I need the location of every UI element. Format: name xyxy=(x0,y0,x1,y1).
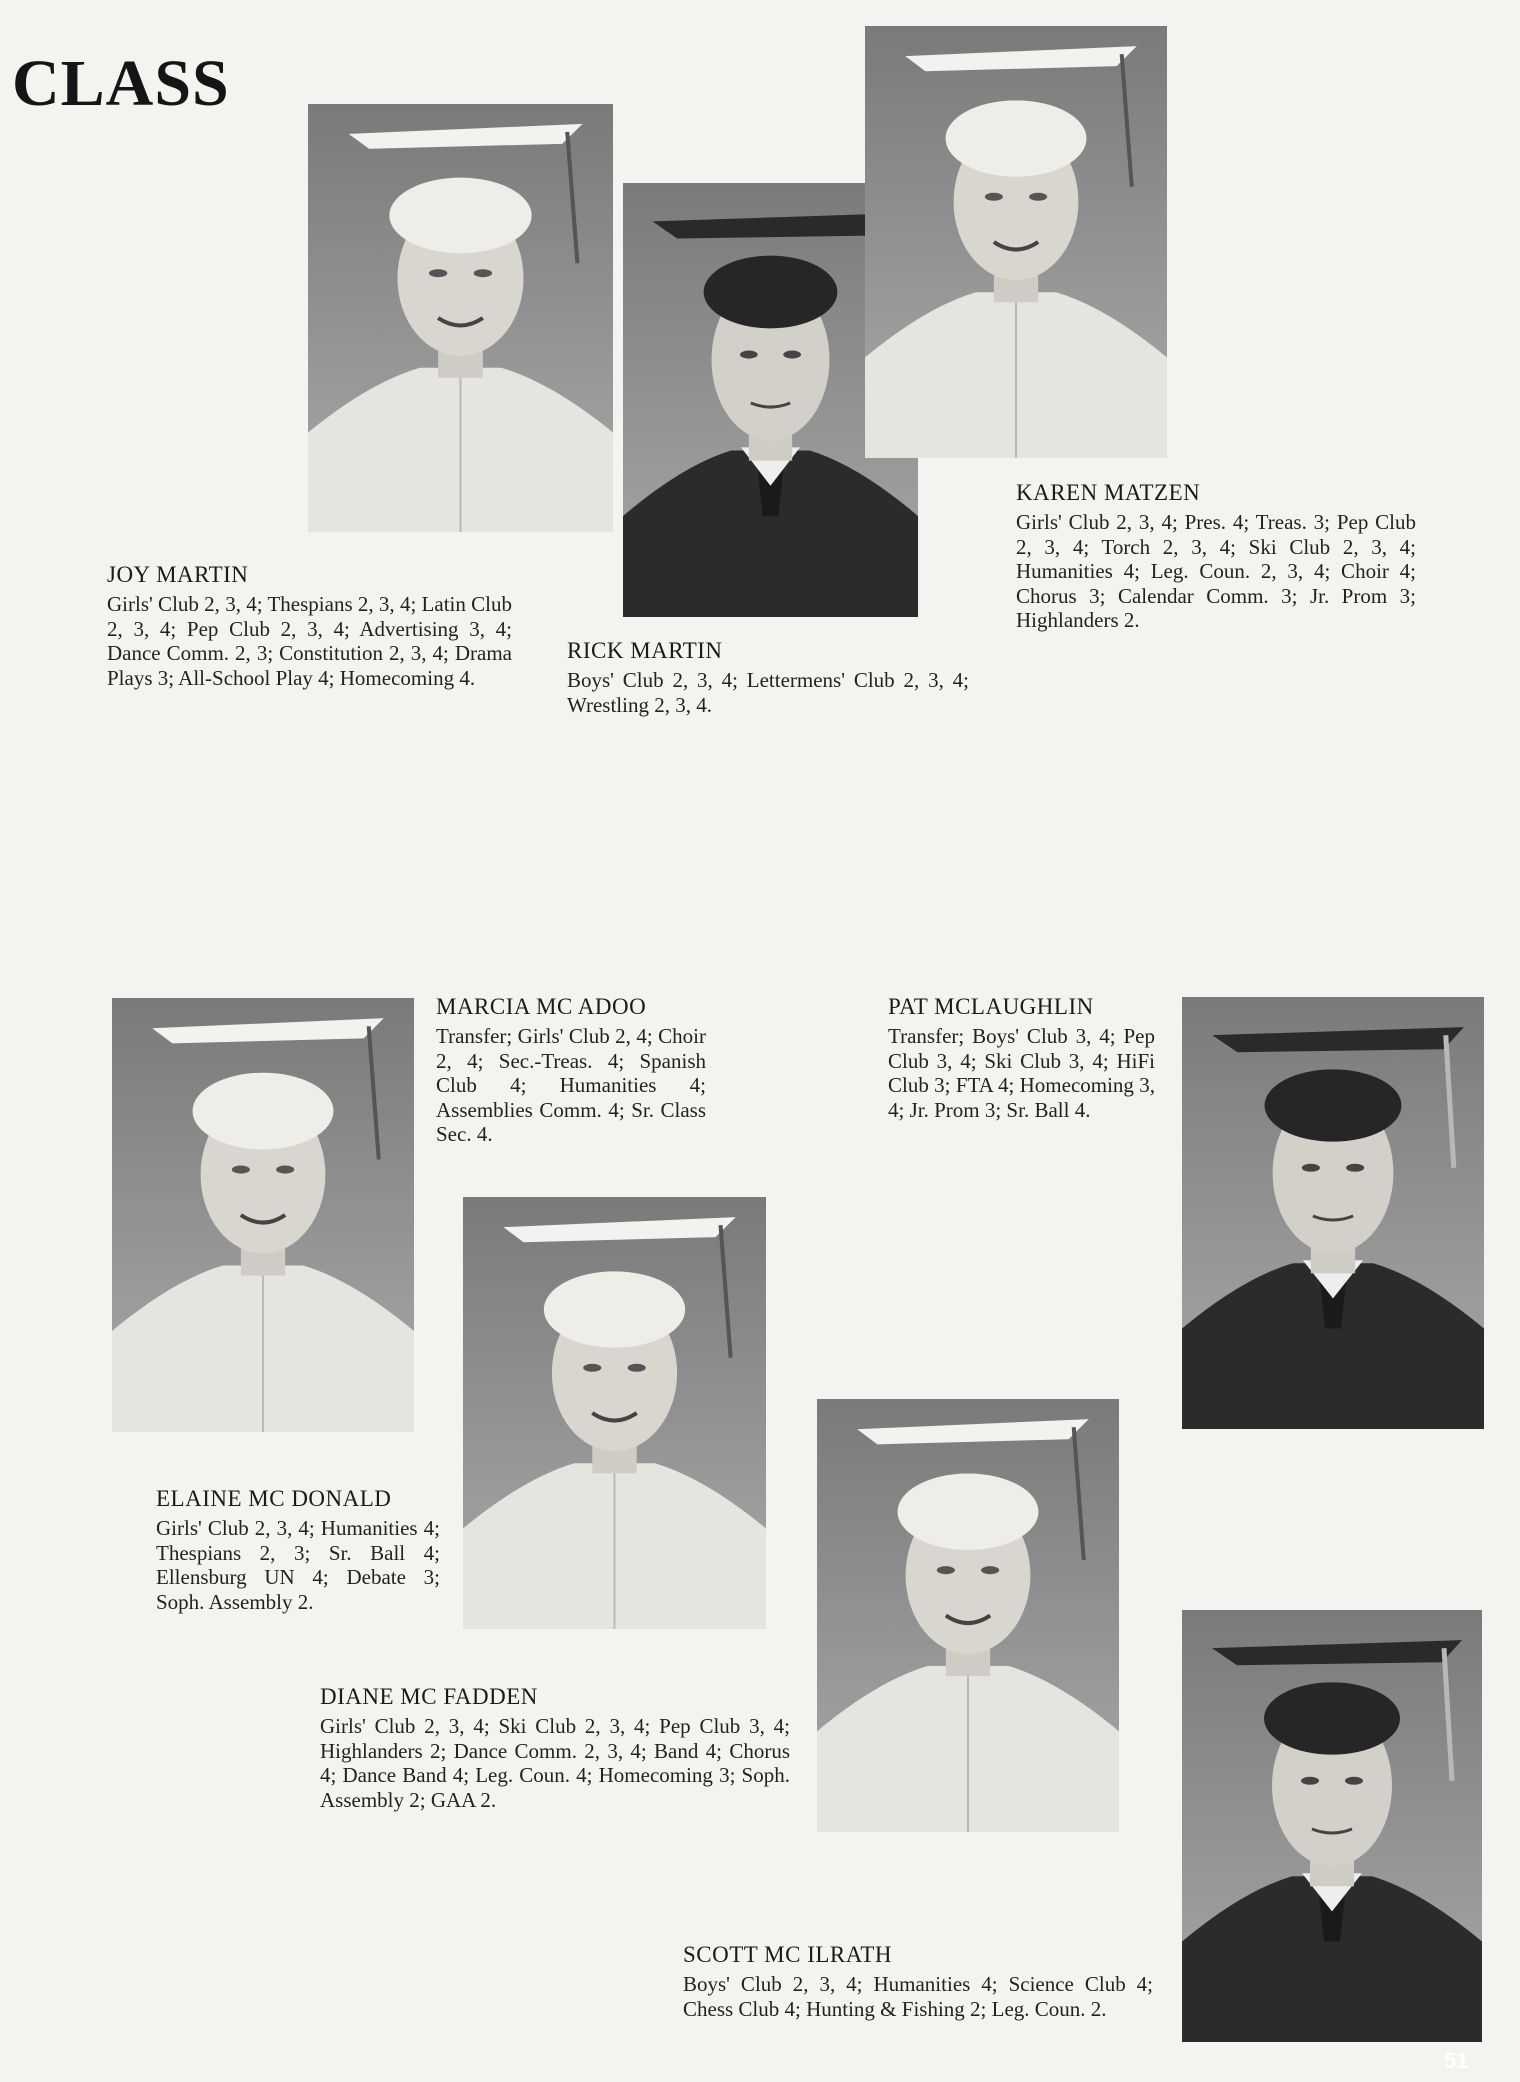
portrait-pat-mclaughlin xyxy=(1182,997,1484,1429)
bio-scott-mc-ilrath xyxy=(683,1942,1153,2021)
student-name: ELAINE MC DONALD xyxy=(156,1486,392,1511)
student-activities: Transfer; Girls' Club 2, 4; Choir 2, 4; Sec.-Treas. 4; Spanish Club 4; Humanities 4; Assemblies Comm. 4; Sr. Class Sec. 4. xyxy=(436,1024,706,1146)
student-name: DIANE MC FADDEN xyxy=(320,1684,538,1709)
student-activities: Girls' Club 2, 3, 4; Humanities 4; Thespians 2, 3; Sr. Ball 4; Ellensburg UN 4; Debate 3; Soph. Assembly 2. xyxy=(156,1516,440,1614)
bio-pat-mclaughlin xyxy=(888,994,1155,1122)
student-activities: Boys' Club 2, 3, 4; Lettermens' Club 2, 3, 4; Wrestling 2, 3, 4. xyxy=(567,668,969,717)
portrait-joy-martin xyxy=(308,104,613,532)
bio-joy-martin xyxy=(107,562,512,690)
bio-rick-martin xyxy=(567,638,969,717)
page-number: 51 xyxy=(1444,2048,1469,2073)
portrait-elaine-mc-donald xyxy=(112,998,414,1432)
portrait-diane-mc-fadden xyxy=(463,1197,766,1629)
bio-elaine-mc-donald xyxy=(156,1486,440,1614)
portrait-scott-mc-ilrath xyxy=(1182,1610,1482,2042)
student-name: JOY MARTIN xyxy=(107,562,249,587)
student-name: SCOTT MC ILRATH xyxy=(683,1942,892,1967)
student-activities: Boys' Club 2, 3, 4; Humanities 4; Science Club 4; Chess Club 4; Hunting & Fishing 2; Leg. Coun. 2. xyxy=(683,1972,1153,2021)
portrait-karen-matzen xyxy=(865,26,1167,458)
student-activities: Girls' Club 2, 3, 4; Pres. 4; Treas. 3; Pep Club 2, 3, 4; Torch 2, 3, 4; Ski Club 2, 3, 4; Humanities 4; Leg. Coun. 2, 3, 4; Choir 4; Chorus 3; Calendar Comm. 3; Jr. Prom 3; Highlanders 2. xyxy=(1016,510,1416,632)
portrait-marcia-mc-adoo xyxy=(817,1399,1119,1832)
page-title: CLASS xyxy=(12,47,230,120)
student-name: KAREN MATZEN xyxy=(1016,480,1201,505)
student-activities: Girls' Club 2, 3, 4; Ski Club 2, 3, 4; Pep Club 3, 4; Highlanders 2; Dance Comm. 2, 3, 4; Band 4; Chorus 4; Dance Band 4; Leg. Coun. 4; Homecoming 3; Soph. Assembly 2; GAA 2. xyxy=(320,1714,790,1812)
student-activities: Girls' Club 2, 3, 4; Thespians 2, 3, 4; Latin Club 2, 3, 4; Pep Club 2, 3, 4; Advertising 3, 4; Dance Comm. 2, 3; Constitution 2, 3, 4; Drama Plays 3; All-School Play 4; Homecoming 4. xyxy=(107,592,512,690)
bio-diane-mc-fadden xyxy=(320,1684,790,1812)
student-name: MARCIA MC ADOO xyxy=(436,994,647,1019)
student-name: RICK MARTIN xyxy=(567,638,723,663)
bio-karen-matzen xyxy=(1016,480,1416,633)
student-activities: Transfer; Boys' Club 3, 4; Pep Club 3, 4; Ski Club 3, 4; HiFi Club 3; FTA 4; Homecoming 3, 4; Jr. Prom 3; Sr. Ball 4. xyxy=(888,1024,1155,1122)
bio-marcia-mc-adoo xyxy=(436,994,706,1147)
student-name: PAT MCLAUGHLIN xyxy=(888,994,1094,1019)
